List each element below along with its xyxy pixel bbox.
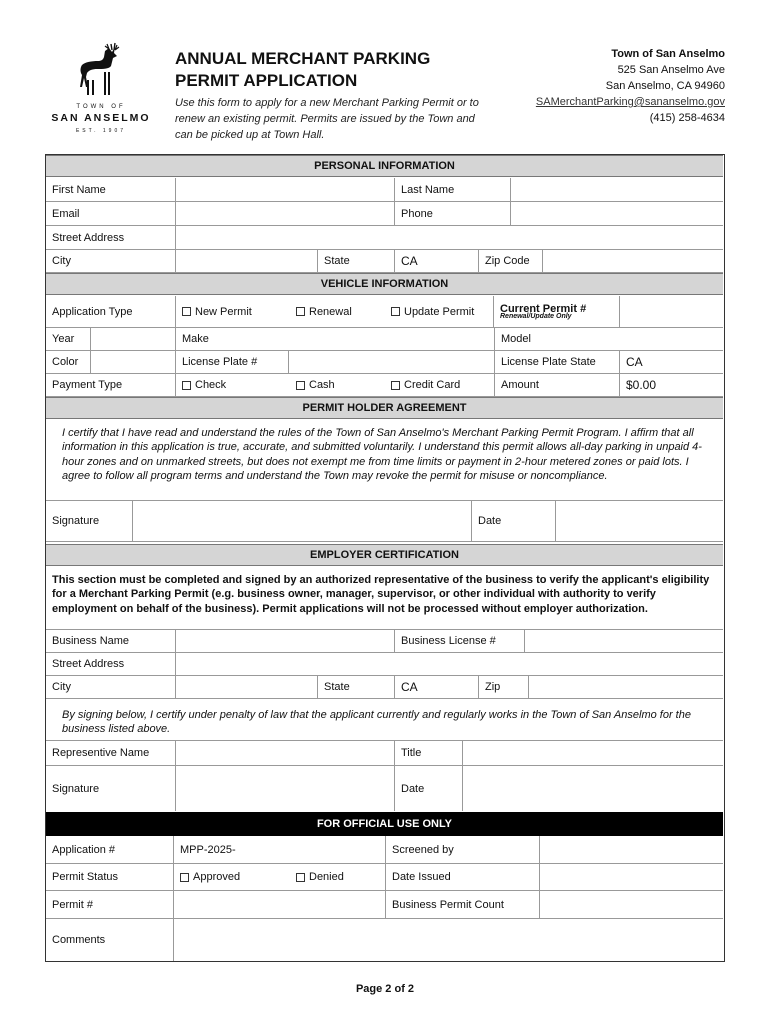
page-number: Page 2 of 2 bbox=[355, 983, 415, 995]
new-permit-checkbox[interactable] bbox=[175, 296, 290, 327]
logo-name: SAN ANSELMO bbox=[51, 112, 151, 124]
permit-no-field[interactable] bbox=[173, 891, 385, 918]
business-zip-label: Zip bbox=[478, 676, 528, 698]
checkbox-icon bbox=[182, 381, 191, 390]
checkbox-icon bbox=[296, 307, 305, 316]
rep-name-field[interactable] bbox=[175, 741, 394, 765]
employer-date-field[interactable] bbox=[462, 766, 723, 811]
plate-state-field[interactable]: CA bbox=[619, 351, 723, 373]
employer-date-label: Date bbox=[394, 766, 462, 811]
employer-signature-field[interactable] bbox=[175, 766, 394, 811]
first-name-label: First Name bbox=[52, 183, 106, 196]
business-name-field[interactable] bbox=[175, 630, 394, 652]
denied-checkbox[interactable] bbox=[290, 864, 385, 890]
row-rep-name bbox=[46, 741, 723, 766]
plate-label: License Plate # bbox=[175, 351, 288, 373]
current-permit-note: Renewal/Update Only bbox=[500, 313, 572, 320]
screened-by-field[interactable] bbox=[539, 836, 723, 863]
current-permit-text: Current Permit # bbox=[500, 303, 587, 315]
checkbox-icon bbox=[391, 381, 400, 390]
checkbox-icon bbox=[296, 381, 305, 390]
signature-label: Signature bbox=[52, 515, 100, 527]
checkbox-icon bbox=[180, 873, 189, 882]
permit-no-label: Permit # bbox=[52, 898, 93, 911]
agreement-text: I certify that I have read and understand the rules of the Town of San Anselmo's Merchant Parking Permit Program. I affirm that all information in this application is true, accurate, and submitted voluntarily. I understand this permit allows all-day parking in unpaid 4-hour zones and on unmarked streets, but does not exempt me from time limits or payment in 2-hour metered zones or paid lots. I agree to follow all program terms and understand the Town may revoke the permit for misuse or noncompliance. bbox=[46, 420, 723, 501]
denied-label: Denied bbox=[309, 871, 344, 883]
row-name bbox=[46, 178, 723, 202]
row-app-no bbox=[46, 836, 723, 864]
first-name-field[interactable] bbox=[175, 178, 394, 201]
zip-field[interactable] bbox=[542, 250, 723, 272]
section-personal-heading: PERSONAL INFORMATION bbox=[46, 155, 723, 177]
section-vehicle-heading: VEHICLE INFORMATION bbox=[46, 273, 723, 295]
date-label: Date bbox=[471, 501, 555, 541]
row-color bbox=[46, 351, 723, 374]
row-email bbox=[46, 202, 723, 226]
approved-label: Approved bbox=[193, 871, 241, 883]
row-business-street bbox=[46, 653, 723, 676]
email-label: Email bbox=[52, 207, 80, 220]
cash-checkbox[interactable] bbox=[290, 374, 385, 396]
make-label: Make bbox=[175, 328, 494, 350]
deer-icon bbox=[71, 42, 131, 100]
row-app-type bbox=[46, 296, 723, 328]
checkbox-icon bbox=[391, 307, 400, 316]
permit-status-label: Permit Status bbox=[52, 871, 119, 883]
credit-card-label: Credit Card bbox=[404, 379, 461, 391]
business-zip-field[interactable] bbox=[528, 676, 723, 698]
color-field[interactable] bbox=[90, 351, 175, 373]
current-permit-label bbox=[493, 296, 619, 327]
check-checkbox[interactable] bbox=[175, 374, 290, 396]
model-label: Model bbox=[494, 328, 723, 350]
plate-field[interactable] bbox=[288, 351, 494, 373]
row-comments bbox=[46, 919, 723, 961]
town-logo bbox=[42, 42, 160, 134]
contact-phone: (415) 258-4634 bbox=[649, 112, 725, 124]
renewal-checkbox[interactable] bbox=[290, 296, 385, 327]
credit-card-checkbox[interactable] bbox=[385, 374, 494, 396]
row-street bbox=[46, 226, 723, 250]
employer-text: This section must be completed and signed by an authorized representative of the business to verify the applicant's eligibility for a Merchant Parking Permit (e.g. business owner, manager, supervisor, or other individual with authority to verify employment on behalf of the business). Permit applications will not be processed without employer authorization. bbox=[46, 567, 723, 630]
contact-address-1: 525 San Anselmo Ave bbox=[617, 64, 725, 76]
page-description: Use this form to apply for a new Merchant Parking Permit or to renew an existing permit. Permits are issued by the Town and can be picked up at Town Hall. bbox=[175, 97, 479, 141]
title-label: Title bbox=[394, 741, 462, 765]
app-no-field[interactable]: MPP-2025- bbox=[173, 836, 385, 863]
year-field[interactable] bbox=[90, 328, 175, 350]
row-permit-status bbox=[46, 864, 723, 891]
page-title: ANNUAL MERCHANT PARKING PERMIT APPLICATION bbox=[175, 49, 431, 90]
contact-block bbox=[536, 46, 725, 126]
checkbox-icon bbox=[182, 307, 191, 316]
section-official-heading: FOR OFFICIAL USE ONLY bbox=[46, 812, 723, 836]
update-permit-label: Update Permit bbox=[404, 305, 475, 318]
screened-by-label: Screened by bbox=[385, 836, 539, 863]
business-state-label: State bbox=[317, 676, 394, 698]
logo-town-of: TOWN OF bbox=[76, 104, 126, 110]
plate-state-label: License Plate State bbox=[494, 351, 619, 373]
comments-field[interactable] bbox=[173, 919, 723, 961]
city-label: City bbox=[52, 255, 71, 267]
app-type-label: Application Type bbox=[52, 305, 133, 318]
city-field[interactable] bbox=[175, 250, 317, 272]
comments-label: Comments bbox=[52, 934, 106, 946]
new-permit-label: New Permit bbox=[195, 305, 252, 318]
rep-name-label: Representive Name bbox=[52, 747, 150, 759]
employer-signature-label: Signature bbox=[52, 782, 100, 795]
business-permit-count-field[interactable] bbox=[539, 891, 723, 918]
street-label: Street Address bbox=[52, 231, 125, 244]
contact-org: Town of San Anselmo bbox=[611, 48, 725, 60]
renewal-label: Renewal bbox=[309, 305, 352, 318]
date-issued-field[interactable] bbox=[539, 864, 723, 890]
state-label: State bbox=[317, 250, 394, 272]
cash-label: Cash bbox=[309, 379, 335, 391]
last-name-label: Last Name bbox=[394, 178, 510, 201]
payment-type-label: Payment Type bbox=[52, 379, 123, 391]
contact-address-2: San Anselmo, CA 94960 bbox=[605, 80, 725, 92]
date-field[interactable] bbox=[555, 501, 723, 541]
business-state-field[interactable]: CA bbox=[394, 676, 478, 698]
row-year bbox=[46, 328, 723, 351]
employer-cert-text: By signing below, I certify under penalty of law that the applicant currently and regularly works in the Town of San Anselmo for the business listed above. bbox=[46, 699, 723, 741]
title-field[interactable] bbox=[462, 741, 723, 765]
business-city-label: City bbox=[52, 681, 71, 693]
business-permit-count-label: Business Permit Count bbox=[385, 891, 539, 918]
amount-field[interactable]: $0.00 bbox=[619, 374, 723, 396]
app-no-label: Application # bbox=[52, 843, 115, 856]
section-agreement-heading: PERMIT HOLDER AGREEMENT bbox=[46, 397, 723, 419]
business-license-field[interactable] bbox=[524, 630, 723, 652]
phone-label: Phone bbox=[394, 202, 510, 225]
contact-email-link[interactable]: SAMerchantParking@sananselmo.gov bbox=[535, 96, 725, 108]
row-employer-signature bbox=[46, 766, 723, 811]
section-employer-heading: EMPLOYER CERTIFICATION bbox=[46, 544, 723, 566]
current-permit-field[interactable] bbox=[619, 296, 723, 327]
checkbox-icon bbox=[296, 873, 305, 882]
row-permit-no bbox=[46, 891, 723, 919]
last-name-field[interactable] bbox=[510, 178, 723, 201]
zip-label: Zip Code bbox=[478, 250, 542, 272]
amount-label: Amount bbox=[494, 374, 619, 396]
business-license-label: Business License # bbox=[394, 630, 524, 652]
signature-field[interactable] bbox=[132, 501, 471, 541]
email-field[interactable] bbox=[175, 202, 394, 225]
approved-checkbox[interactable] bbox=[173, 864, 290, 890]
business-city-field[interactable] bbox=[175, 676, 317, 698]
check-label: Check bbox=[195, 379, 227, 391]
year-label: Year bbox=[52, 333, 75, 345]
row-business-name bbox=[46, 630, 723, 653]
business-street-label: Street Address bbox=[52, 658, 125, 670]
color-label: Color bbox=[52, 356, 79, 368]
logo-est: EST. 1907 bbox=[75, 128, 127, 134]
row-city bbox=[46, 250, 723, 273]
state-field[interactable]: CA bbox=[394, 250, 478, 272]
date-issued-label: Date Issued bbox=[385, 864, 539, 890]
row-payment bbox=[46, 374, 723, 397]
business-street-field[interactable] bbox=[175, 653, 723, 675]
business-name-label: Business Name bbox=[52, 635, 130, 647]
permit-form bbox=[45, 154, 725, 962]
row-business-city bbox=[46, 676, 723, 699]
update-permit-checkbox[interactable] bbox=[385, 296, 493, 327]
phone-field[interactable] bbox=[510, 202, 723, 225]
street-field[interactable] bbox=[175, 226, 723, 249]
row-agreement-signature bbox=[46, 501, 723, 542]
